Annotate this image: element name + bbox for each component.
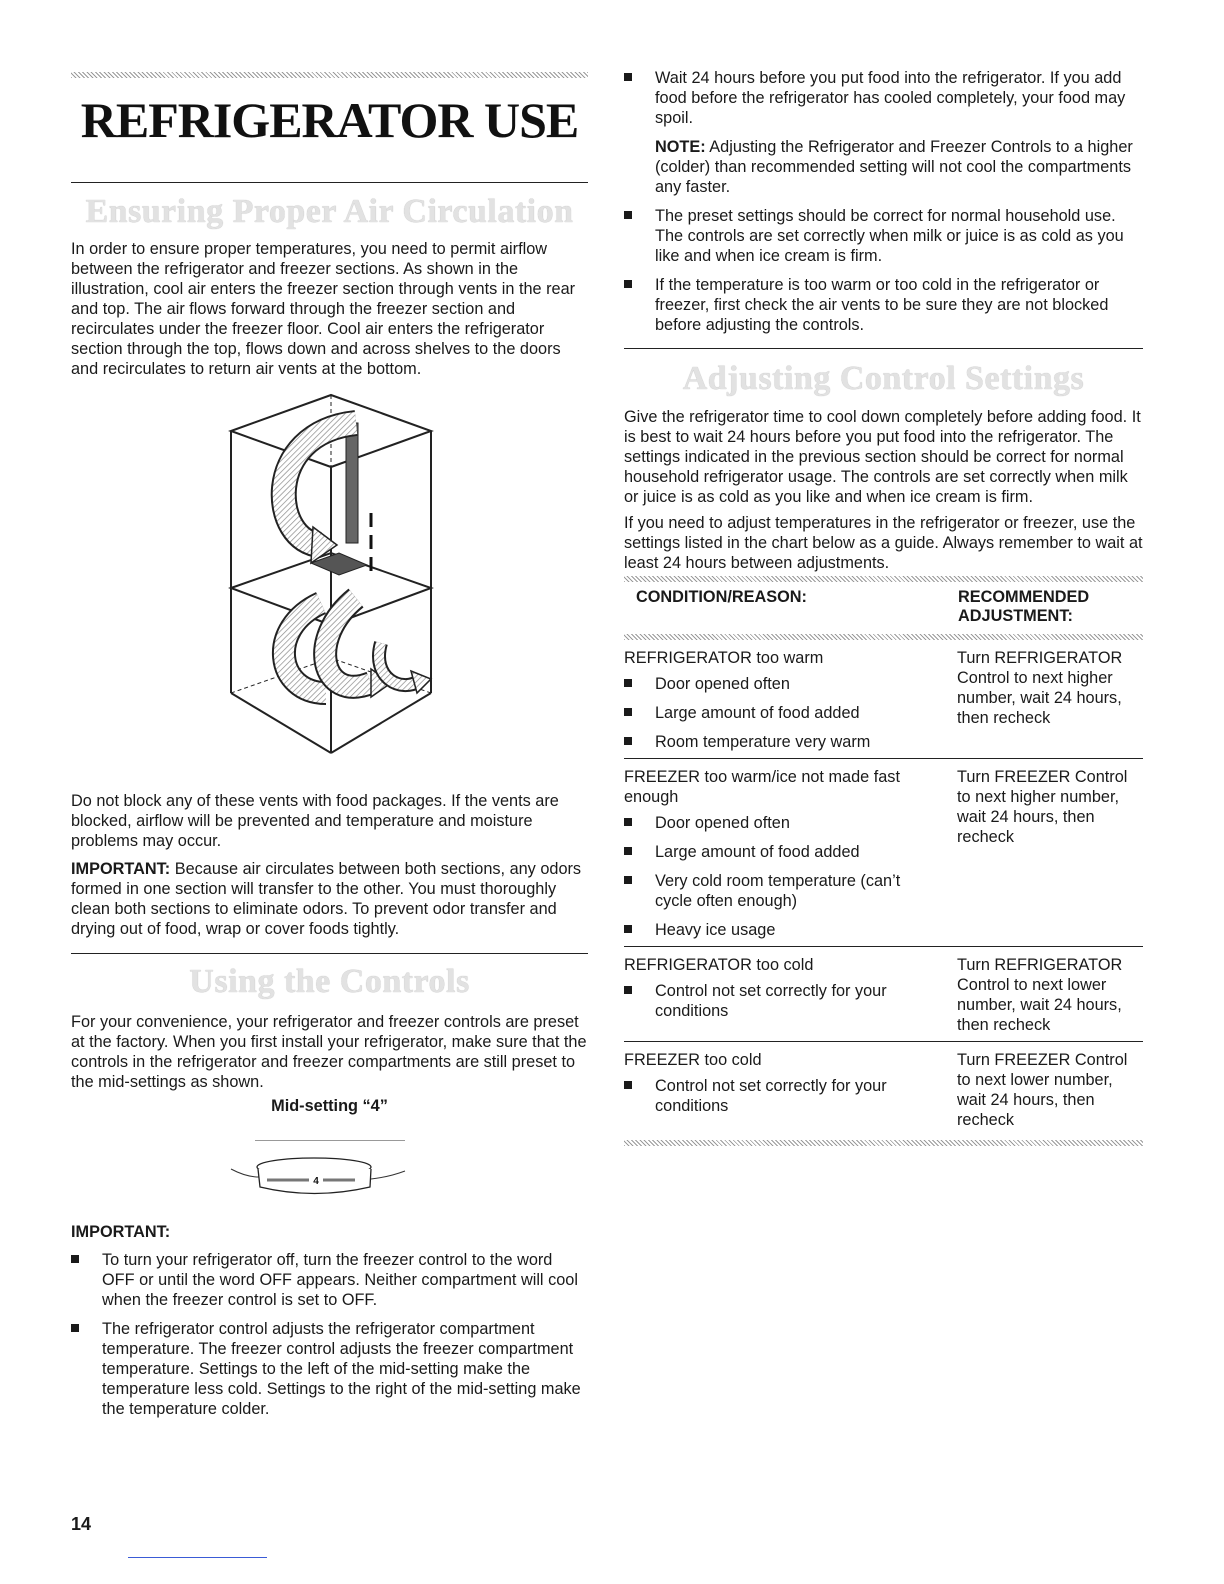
title-bottom-rule: [71, 182, 588, 183]
caption-underline: [255, 1140, 405, 1141]
air-important-paragraph: [71, 859, 588, 939]
title-top-rule: [71, 72, 588, 78]
reason: Room temperature very warm: [624, 732, 957, 752]
refrigerator-airflow-arrows: [284, 598, 431, 697]
adjustment: Turn FREEZER Control to next lower number, wait 24 hours, then recheck: [957, 1051, 1128, 1129]
airflow-illustration: [71, 393, 588, 783]
section-divider: [624, 348, 1143, 349]
using-controls-heading: Using the Controls: [189, 963, 470, 1000]
reason: Door opened often: [624, 674, 957, 694]
adjustment: Turn REFRIGERATOR Control to next higher number, wait 24 hours, then recheck: [957, 649, 1123, 727]
list-item: [624, 68, 1143, 197]
condition: REFRIGERATOR too cold: [624, 956, 814, 974]
table-row: [624, 640, 1143, 758]
footer-link-line: [128, 1557, 267, 1558]
adjusting-paragraph-2: If you need to adjust temperatures in the refrigerator or freezer, use the settings listed in the chart below as a guide. Always remember to wait at least 24 hours between adjustments.: [624, 514, 1143, 572]
air-important-text: Because air circulates between both sections, any odors formed in one section will transfer to the other. You must thoroughly clean both sections to eliminate odors. To prevent odor transfer and drying out of food, wrap or cover foods tightly.: [71, 860, 582, 938]
adjusting-heading: Adjusting Control Settings: [682, 360, 1085, 397]
right-column: [624, 68, 1143, 1146]
reason: Control not set correctly for your conditions: [624, 1076, 957, 1116]
table-header: [624, 582, 1143, 626]
page-title: REFRIGERATOR USE: [80, 92, 579, 148]
controls-important-list: [71, 1250, 588, 1419]
table-row: [624, 1042, 1143, 1136]
air-intro-paragraph: In order to ensure proper temperatures, you need to permit airflow between the refrigerator and freezer sections. As shown in the illustration, cool air enters the freezer section through vents in the rear and top. The air flows forward through the freezer section and recirculates under the freezer floor. Cool air enters the refrigerator section through the top, flows down and across shelves to the doors and recirculates to return air vents at the bottom.: [71, 240, 576, 378]
list-item: If the temperature is too warm or too cold in the refrigerator or freezer, first check the air vents to be sure they are not blocked before adjusting the controls.: [624, 275, 1143, 335]
adjustment-column-header: RECOMMENDED ADJUSTMENT:: [958, 588, 1090, 625]
list-item: To turn your refrigerator off, turn the freezer control to the word OFF or until the word OFF appears. Neither compartment will cool when the freezer control is set to OFF.: [71, 1250, 588, 1310]
mid-setting-caption: Mid-setting “4”: [271, 1097, 388, 1115]
control-dial-illustration: [71, 1155, 588, 1205]
table-bottom-rule: [624, 1140, 1143, 1146]
condition: REFRIGERATOR too warm: [624, 649, 824, 667]
freezer-airflow-arrow: [284, 423, 356, 563]
page-number: 14: [71, 1514, 92, 1534]
condition: FREEZER too cold: [624, 1051, 762, 1069]
list-item: The refrigerator control adjusts the refrigerator compartment temperature. The freezer control adjusts the freezer compartment temperature. Settings to the left of the mid-setting make the temperature less cold. Settings to the right of the mid-setting make the temperature colder.: [71, 1319, 588, 1419]
adjusting-paragraph-1: Give the refrigerator time to cool down completely before adding food. It is best to wait 24 hours before you put food into the refrigerator. The settings indicated in the previous section should be correct for normal household refrigerator usage. The controls are set correctly when milk or juice is as cold as you like and when ice cream is firm.: [624, 408, 1141, 506]
reason: Control not set correctly for your conditions: [624, 981, 957, 1021]
condition-column-header: CONDITION/REASON:: [636, 588, 807, 606]
note-paragraph: [655, 137, 1143, 197]
list-item: The preset settings should be correct for normal household use. The controls are set correctly when milk or juice is as cold as you like and when ice cream is firm.: [624, 206, 1143, 266]
wait-text: Wait 24 hours before you put food into the refrigerator. If you add food before the refrigerator has cooled completely, your food may spoil.: [655, 69, 1126, 127]
reason: Very cold room temperature (can’t cycle often enough): [624, 871, 957, 911]
controls-intro-paragraph: For your convenience, your refrigerator and freezer controls are preset at the factory. When you first install your refrigerator, make sure that the controls in the refrigerator and freezer compartments are still preset to the mid-settings as shown.: [71, 1013, 587, 1091]
reason: Large amount of food added: [624, 842, 957, 862]
adjustment: Turn FREEZER Control to next higher number, wait 24 hours, then recheck: [957, 768, 1128, 846]
reason: Heavy ice usage: [624, 920, 957, 940]
controls-important-label: IMPORTANT:: [71, 1223, 171, 1241]
left-column: [71, 68, 588, 1428]
section-divider: [71, 953, 588, 954]
air-important-label: IMPORTANT:: [71, 860, 171, 878]
condition: FREEZER too warm/ice not made fast enough: [624, 768, 900, 806]
note-label: NOTE:: [655, 138, 706, 156]
adjustment-table: [624, 576, 1143, 1146]
dial-setting-number: 4: [313, 1176, 319, 1187]
airflow-diagram: [71, 393, 588, 783]
adjustment: Turn REFRIGERATOR Control to next lower number, wait 24 hours, then recheck: [957, 956, 1123, 1034]
right-bullet-list: [624, 68, 1143, 335]
note-text: Adjusting the Refrigerator and Freezer Controls to a higher (colder) than recommended setting will not cool the compartments any faster.: [655, 138, 1133, 196]
air-circulation-heading: Ensuring Proper Air Circulation: [85, 193, 574, 230]
table-row: [624, 947, 1143, 1041]
reason: Door opened often: [624, 813, 957, 833]
air-vents-paragraph: Do not block any of these vents with food packages. If the vents are blocked, airflow will be prevented and temperature and moisture problems may occur.: [71, 792, 559, 850]
table-row: [624, 759, 1143, 946]
reason: Large amount of food added: [624, 703, 957, 723]
